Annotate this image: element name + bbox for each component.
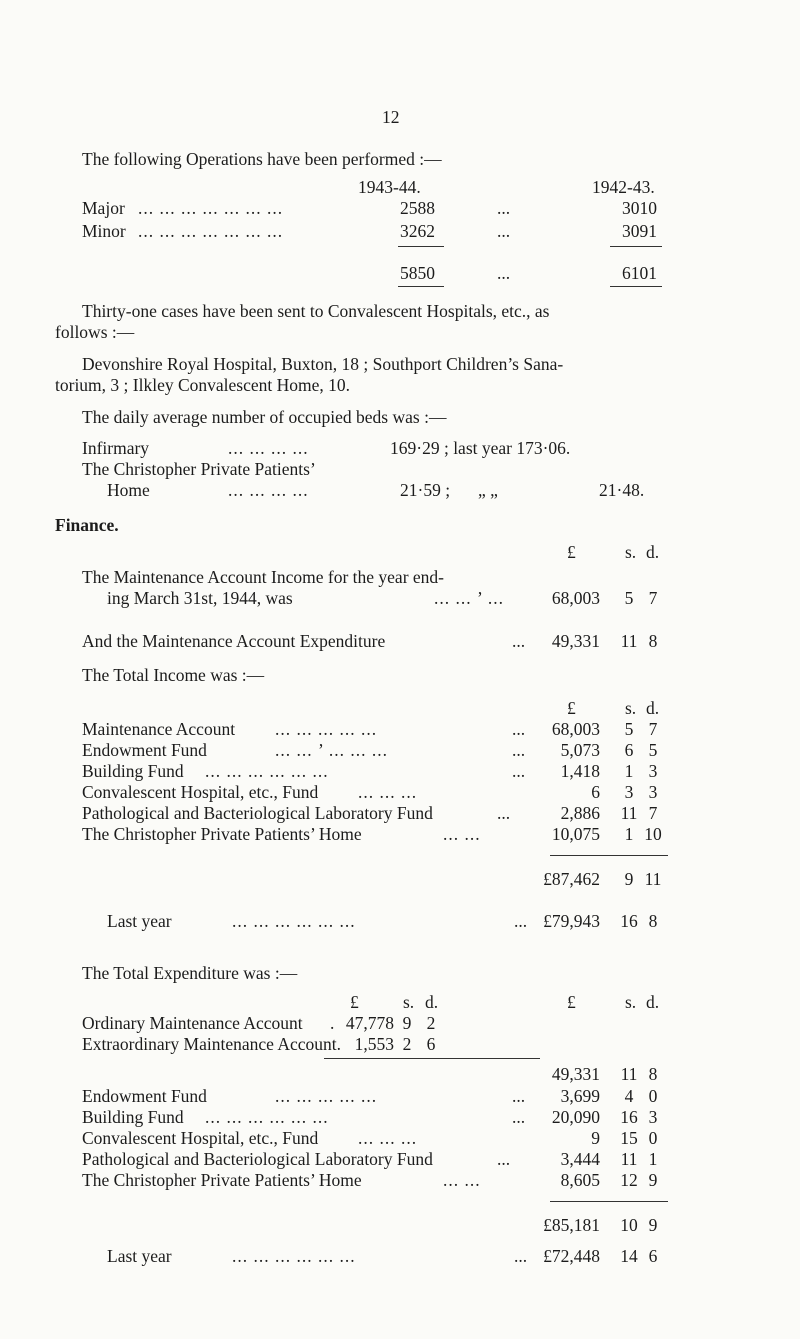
expenditure-label: And the Maintenance Account Expenditure [82,631,386,651]
expenditure-row-leader: ... ... ... ... ... ... [205,1107,329,1127]
operations-col2-header: 1942-43. [592,177,655,197]
sub-amount-shillings: 9 [402,1013,412,1033]
last-year-shillings: 14 [620,1246,638,1266]
amount-pounds: 8,605 [560,1170,600,1190]
amount-pence: 10 [644,824,662,844]
operations-separator: ... [497,263,511,283]
beds-row-label: Home [107,480,150,500]
income-row-label: Building Fund [82,761,184,781]
amount-shillings: 1 [624,824,634,844]
amount-shillings: 11 [620,1149,638,1169]
last-year-leader: ... [514,1246,528,1266]
expenditure-row-leader: ... ... ... ... ... [275,1086,378,1106]
income-row-label: Endowment Fund [82,740,207,760]
expenditure-leader: ... [512,631,526,651]
convalescent-detail: torium, 3 ; Ilkley Convalescent Home, 10. [55,375,351,395]
income-row-leader: ... [497,803,511,823]
currency-shilling-header: s. [625,698,637,718]
operations-row-label: Minor [82,221,126,241]
amount-pounds: 1,418 [560,761,600,781]
beds-row-value: 21·59 ; [400,480,451,500]
amount-pence: 7 [648,803,658,823]
beds-ditto-marks: „ „ [478,480,498,500]
currency-pence-header: d. [646,542,660,562]
expenditure-sub-leader: . [330,1013,335,1033]
sub-amount-pence: 2 [426,1013,436,1033]
operations-value: 3091 [622,221,657,241]
amount-pounds: 10,075 [551,824,600,844]
amount-shillings: 1 [624,761,634,781]
expenditure-row-leader: ... [512,1086,526,1106]
amount-pounds: 20,090 [551,1107,600,1127]
operations-value: 3010 [622,198,657,218]
income-row-label: Maintenance Account [82,719,236,739]
amount-pence: 9 [648,1170,658,1190]
income-row-leader: ... [512,761,526,781]
expenditure-row-label: Building Fund [82,1107,184,1127]
amount-pence: 3 [648,1107,658,1127]
expenditure-total-shillings: 10 [620,1215,638,1235]
income-total-pounds: £87,462 [543,869,600,889]
total-income-intro: The Total Income was :— [82,665,265,685]
last-year-label: Last year [107,1246,172,1266]
income-row-leader: ... ... ’ ... ... ... [275,740,389,760]
income-row-leader: ... ... ... ... ... ... [205,761,329,781]
income-row-label: Pathological and Bacteriological Laboratory Fund [82,803,433,823]
amount-pence: 0 [648,1086,658,1106]
currency-pence-header: d. [646,698,660,718]
last-year-pounds: £72,448 [543,1246,600,1266]
expenditure-row-label: The Christopher Private Patients’ Home [82,1170,362,1190]
last-year-leader: ... [514,911,528,931]
expenditure-sub-label: Extraordinary Maintenance Account. [82,1034,341,1054]
amount-pence: 1 [648,1149,658,1169]
income-row-leader: ... [512,740,526,760]
operations-row-leader: ... ... ... ... ... ... ... [138,198,284,218]
operations-value: 3262 [400,221,435,241]
operations-col1-header: 1943-44. [358,177,421,197]
total-expenditure-intro: The Total Expenditure was :— [82,963,298,983]
sub-amount-pounds: 1,553 [354,1034,394,1054]
income-row-leader: ... ... ... ... ... [275,719,378,739]
income-total-shillings: 9 [624,869,634,889]
convalescent-detail: Devonshire Royal Hospital, Buxton, 18 ; Southport Children’s Sana- [82,354,564,374]
rule [610,246,662,247]
income-row-label: Convalescent Hospital, etc., Fund [82,782,319,802]
last-year-pounds: £79,943 [543,911,600,931]
operations-value: 2588 [400,198,435,218]
rule [610,286,662,287]
last-year-pence: 8 [648,911,658,931]
income-row-leader: ... [512,719,526,739]
rule [550,1201,668,1202]
operations-total: 5850 [400,263,435,283]
expenditure-total-pounds: £85,181 [543,1215,600,1235]
income-leader: ... ... ’ ... [434,588,505,608]
operations-separator: ... [497,198,511,218]
operations-intro: The following Operations have been performed :— [82,149,442,169]
amount-pounds: 3,444 [560,1149,600,1169]
amount-shillings: 5 [624,719,634,739]
amount-shillings: 11 [620,803,638,823]
amount-pounds: 3,699 [560,1086,600,1106]
operations-separator: ... [497,221,511,241]
expenditure-row-leader: ... [512,1107,526,1127]
currency-pound-header: £ [567,542,576,562]
currency-pence-header: d. [425,992,439,1012]
beds-row-label: Infirmary [82,438,150,458]
income-row-label: The Christopher Private Patients’ Home [82,824,362,844]
last-year-label: Last year [107,911,172,931]
beds-row-value: 21·48. [599,480,645,500]
rule [324,1058,540,1059]
last-year-leader: ... ... ... ... ... ... [232,911,356,931]
expenditure-total-pence: 9 [648,1215,658,1235]
amount-shillings: 15 [620,1128,638,1148]
maintenance-total-pence: 8 [648,1064,658,1084]
amount-shillings: 3 [624,782,634,802]
income-row-leader: ... ... ... [358,782,418,802]
income-label: ing March 31st, 1944, was [107,588,293,608]
amount-pence: 0 [648,1128,658,1148]
expenditure-row-leader: ... [497,1149,511,1169]
beds-row-label: The Christopher Private Patients’ [82,459,316,479]
finance-heading: Finance. [55,515,119,535]
amount-pence: 7 [648,719,658,739]
amount-pounds: 49,331 [551,631,600,651]
sub-amount-shillings: 2 [402,1034,412,1054]
currency-shilling-header: s. [403,992,415,1012]
amount-shillings: 11 [620,631,638,651]
last-year-pence: 6 [648,1246,658,1266]
expenditure-sub-label: Ordinary Maintenance Account [82,1013,303,1033]
amount-shillings: 16 [620,1107,638,1127]
convalescent-line: Thirty-one cases have been sent to Convalescent Hospitals, etc., as [82,301,550,321]
rule [398,286,444,287]
amount-pence: 8 [648,631,658,651]
sub-amount-pence: 6 [426,1034,436,1054]
expenditure-row-label: Convalescent Hospital, etc., Fund [82,1128,319,1148]
currency-shilling-header: s. [625,542,637,562]
last-year-leader: ... ... ... ... ... ... [232,1246,356,1266]
amount-pounds: 68,003 [551,719,600,739]
amount-pounds: 5,073 [560,740,600,760]
amount-pounds: 2,886 [560,803,600,823]
sub-amount-pounds: 47,778 [345,1013,394,1033]
amount-pounds: 68,003 [551,588,600,608]
beds-row-value: 169·29 ; last year 173·06. [390,438,571,458]
beds-row-leader: ... ... ... ... [228,438,309,458]
income-total-pence: 11 [644,869,662,889]
maintenance-total-pounds: 49,331 [551,1064,600,1084]
currency-pound-header: £ [567,992,576,1012]
currency-pence-header: d. [646,992,660,1012]
amount-pence: 7 [648,588,658,608]
amount-shillings: 4 [624,1086,634,1106]
amount-pence: 3 [648,782,658,802]
expenditure-row-leader: ... ... ... [358,1128,418,1148]
rule [398,246,444,247]
last-year-shillings: 16 [620,911,638,931]
amount-shillings: 6 [624,740,634,760]
income-row-leader: ... ... [443,824,481,844]
amount-shillings: 5 [624,588,634,608]
income-label: The Maintenance Account Income for the year end- [82,567,444,587]
amount-pence: 5 [648,740,658,760]
convalescent-line: follows :— [55,322,135,342]
operations-row-label: Major [82,198,125,218]
currency-pound-header: £ [567,698,576,718]
rule [550,855,668,856]
expenditure-row-leader: ... ... [443,1170,481,1190]
expenditure-row-label: Pathological and Bacteriological Laboratory Fund [82,1149,433,1169]
page-number: 12 [382,107,400,127]
amount-pence: 3 [648,761,658,781]
currency-pound-header: £ [350,992,359,1012]
amount-pounds: 6 [591,782,600,802]
maintenance-total-shillings: 11 [620,1064,638,1084]
beds-intro: The daily average number of occupied beds was :— [82,407,447,427]
amount-shillings: 12 [620,1170,638,1190]
expenditure-row-label: Endowment Fund [82,1086,207,1106]
operations-total: 6101 [622,263,657,283]
operations-row-leader: ... ... ... ... ... ... ... [138,221,284,241]
currency-shilling-header: s. [625,992,637,1012]
beds-row-leader: ... ... ... ... [228,480,309,500]
amount-pounds: 9 [591,1128,600,1148]
